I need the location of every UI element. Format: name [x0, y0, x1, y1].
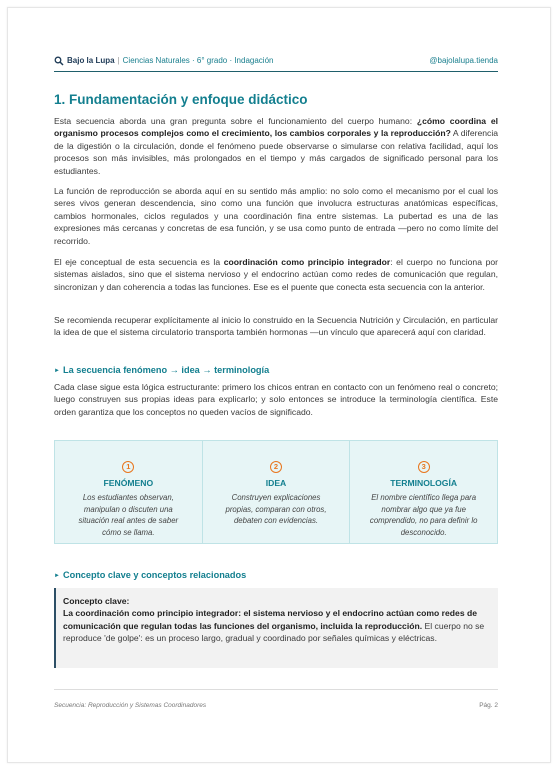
paragraph-2: La función de reproducción se aborda aquí en su sentido más amplio: no solo como el mecanismo por el cual los seres vivos generan descendencia, sino como una función que involucra estructuras anatómicas específicas, cambios hormonales, ciclos regulados y una coordinación fina entre sistemas. La pubertad es una de las expresiones más cercanas y concretas de esa función, y se usa como punto de entrada —pero no como límite del recorrido.: [54, 186, 498, 246]
header-subtitle: Ciencias Naturales · 6° grado · Indagación: [122, 56, 274, 65]
subsection-2-title: Concepto clave y conceptos relacionados: [62, 570, 247, 580]
paragraph-1-question: ¿cómo coordina el organismo procesos complejos como el crecimiento, los cambios corporales y la reproducción?: [54, 116, 498, 139]
paragraph-1: [54, 115, 498, 177]
key-concept-box: [54, 588, 498, 668]
step-title: FENÓMENO: [103, 478, 154, 488]
step-description: Construyen explicaciones propias, comparan con otros, debaten con evidencias.: [225, 493, 327, 525]
concept-bold-text: La coordinación como principio integrador: el sistema nervioso y el endocrino actúan como redes de comunicación que regulan todas las funciones del organismo, incluida la reproducción.: [63, 608, 478, 631]
triangle-bullet-icon: ►: [54, 368, 60, 374]
paragraph-3-key-phrase: coordinación como principio integrador: [223, 257, 391, 267]
subsection-1-title: La secuencia fenómeno → idea → terminología: [62, 365, 270, 375]
step-number-badge: 1: [122, 461, 134, 473]
step-phenomenon: [55, 441, 203, 543]
paragraph-1-text-a: Esta secuencia aborda una gran pregunta sobre el funcionamiento del cuerpo humano:: [54, 116, 417, 126]
step-terminology: [350, 441, 497, 543]
paragraph-3-text-b: : el cuerpo no funciona por sistemas aislados, sino que el sistema nervioso y el endocrino actúan como redes de comunicación que regulan, sincronizan y dan coherencia a todas las funciones. Ese es el puente que conecta esta secuencia con la anterior.: [54, 257, 498, 292]
footer-page-number: Pág. 2: [479, 702, 498, 709]
step-idea: [203, 441, 351, 543]
page-footer: [54, 689, 498, 709]
header-handle: @bajolalupa.tienda: [429, 56, 498, 65]
page-header: [54, 50, 498, 72]
paragraph-3: [54, 256, 498, 293]
step-number-badge: 3: [418, 461, 430, 473]
paragraph-4: Se recomienda recuperar explícitamente al inicio lo construido en la Secuencia Nutrición y Circulación, en particular la idea de que el sistema circulatorio transporta también hormonas —un vínculo que aparecerá aquí con claridad.: [54, 315, 498, 338]
paragraph-3-text-a: El eje conceptual de esta secuencia es la: [54, 257, 224, 267]
step-description: El nombre científico llega para nombrar algo que ya fue comprendido, no para definir lo desconocido.: [369, 493, 478, 537]
step-title: TERMINOLOGÍA: [390, 478, 458, 488]
subsection-1-text: Cada clase sigue esta lógica estructurante: primero los chicos entran en contacto con un fenómeno real o concreto; luego construyen sus propias ideas para explicarlo; y solo entonces se introduce la terminología científica. Este orden garantiza que los conceptos no queden vacíos de significado.: [54, 382, 498, 417]
steps-panel: [54, 440, 498, 544]
step-title: IDEA: [265, 478, 287, 488]
concept-label: Concepto clave:: [63, 596, 130, 606]
header-separator: |: [117, 56, 120, 65]
section-title: 1. Fundamentación y enfoque didáctico: [54, 92, 308, 107]
magnifier-icon: [54, 56, 64, 66]
subsection-heading-concept: [54, 570, 246, 580]
concept-text: [63, 607, 490, 644]
footer-sequence: Secuencia: Reproducción y Sistemas Coordinadores: [54, 702, 207, 709]
concept-rest-text: El cuerpo no se reproduce 'de golpe': es un proceso largo, gradual y coordinado por señales químicas y eléctricas.: [63, 620, 485, 644]
brand-name: Bajo la Lupa: [67, 56, 115, 65]
step-description: Los estudiantes observan, manipulan o discuten una situación real antes de saber cómo se llama.: [78, 493, 179, 537]
subsection-heading-sequence: [54, 365, 269, 375]
paragraph-1-text-b: A diferencia de la digestión o la circulación, donde el fenómeno puede observarse o simularse con relativa facilidad, aquí los procesos son más invisibles, más prolongados en el tiempo y más cargados de significado personal para los estudiantes.: [54, 128, 499, 176]
step-number-badge: 2: [270, 461, 282, 473]
header-left: [54, 56, 273, 66]
triangle-bullet-icon: ►: [54, 573, 60, 579]
